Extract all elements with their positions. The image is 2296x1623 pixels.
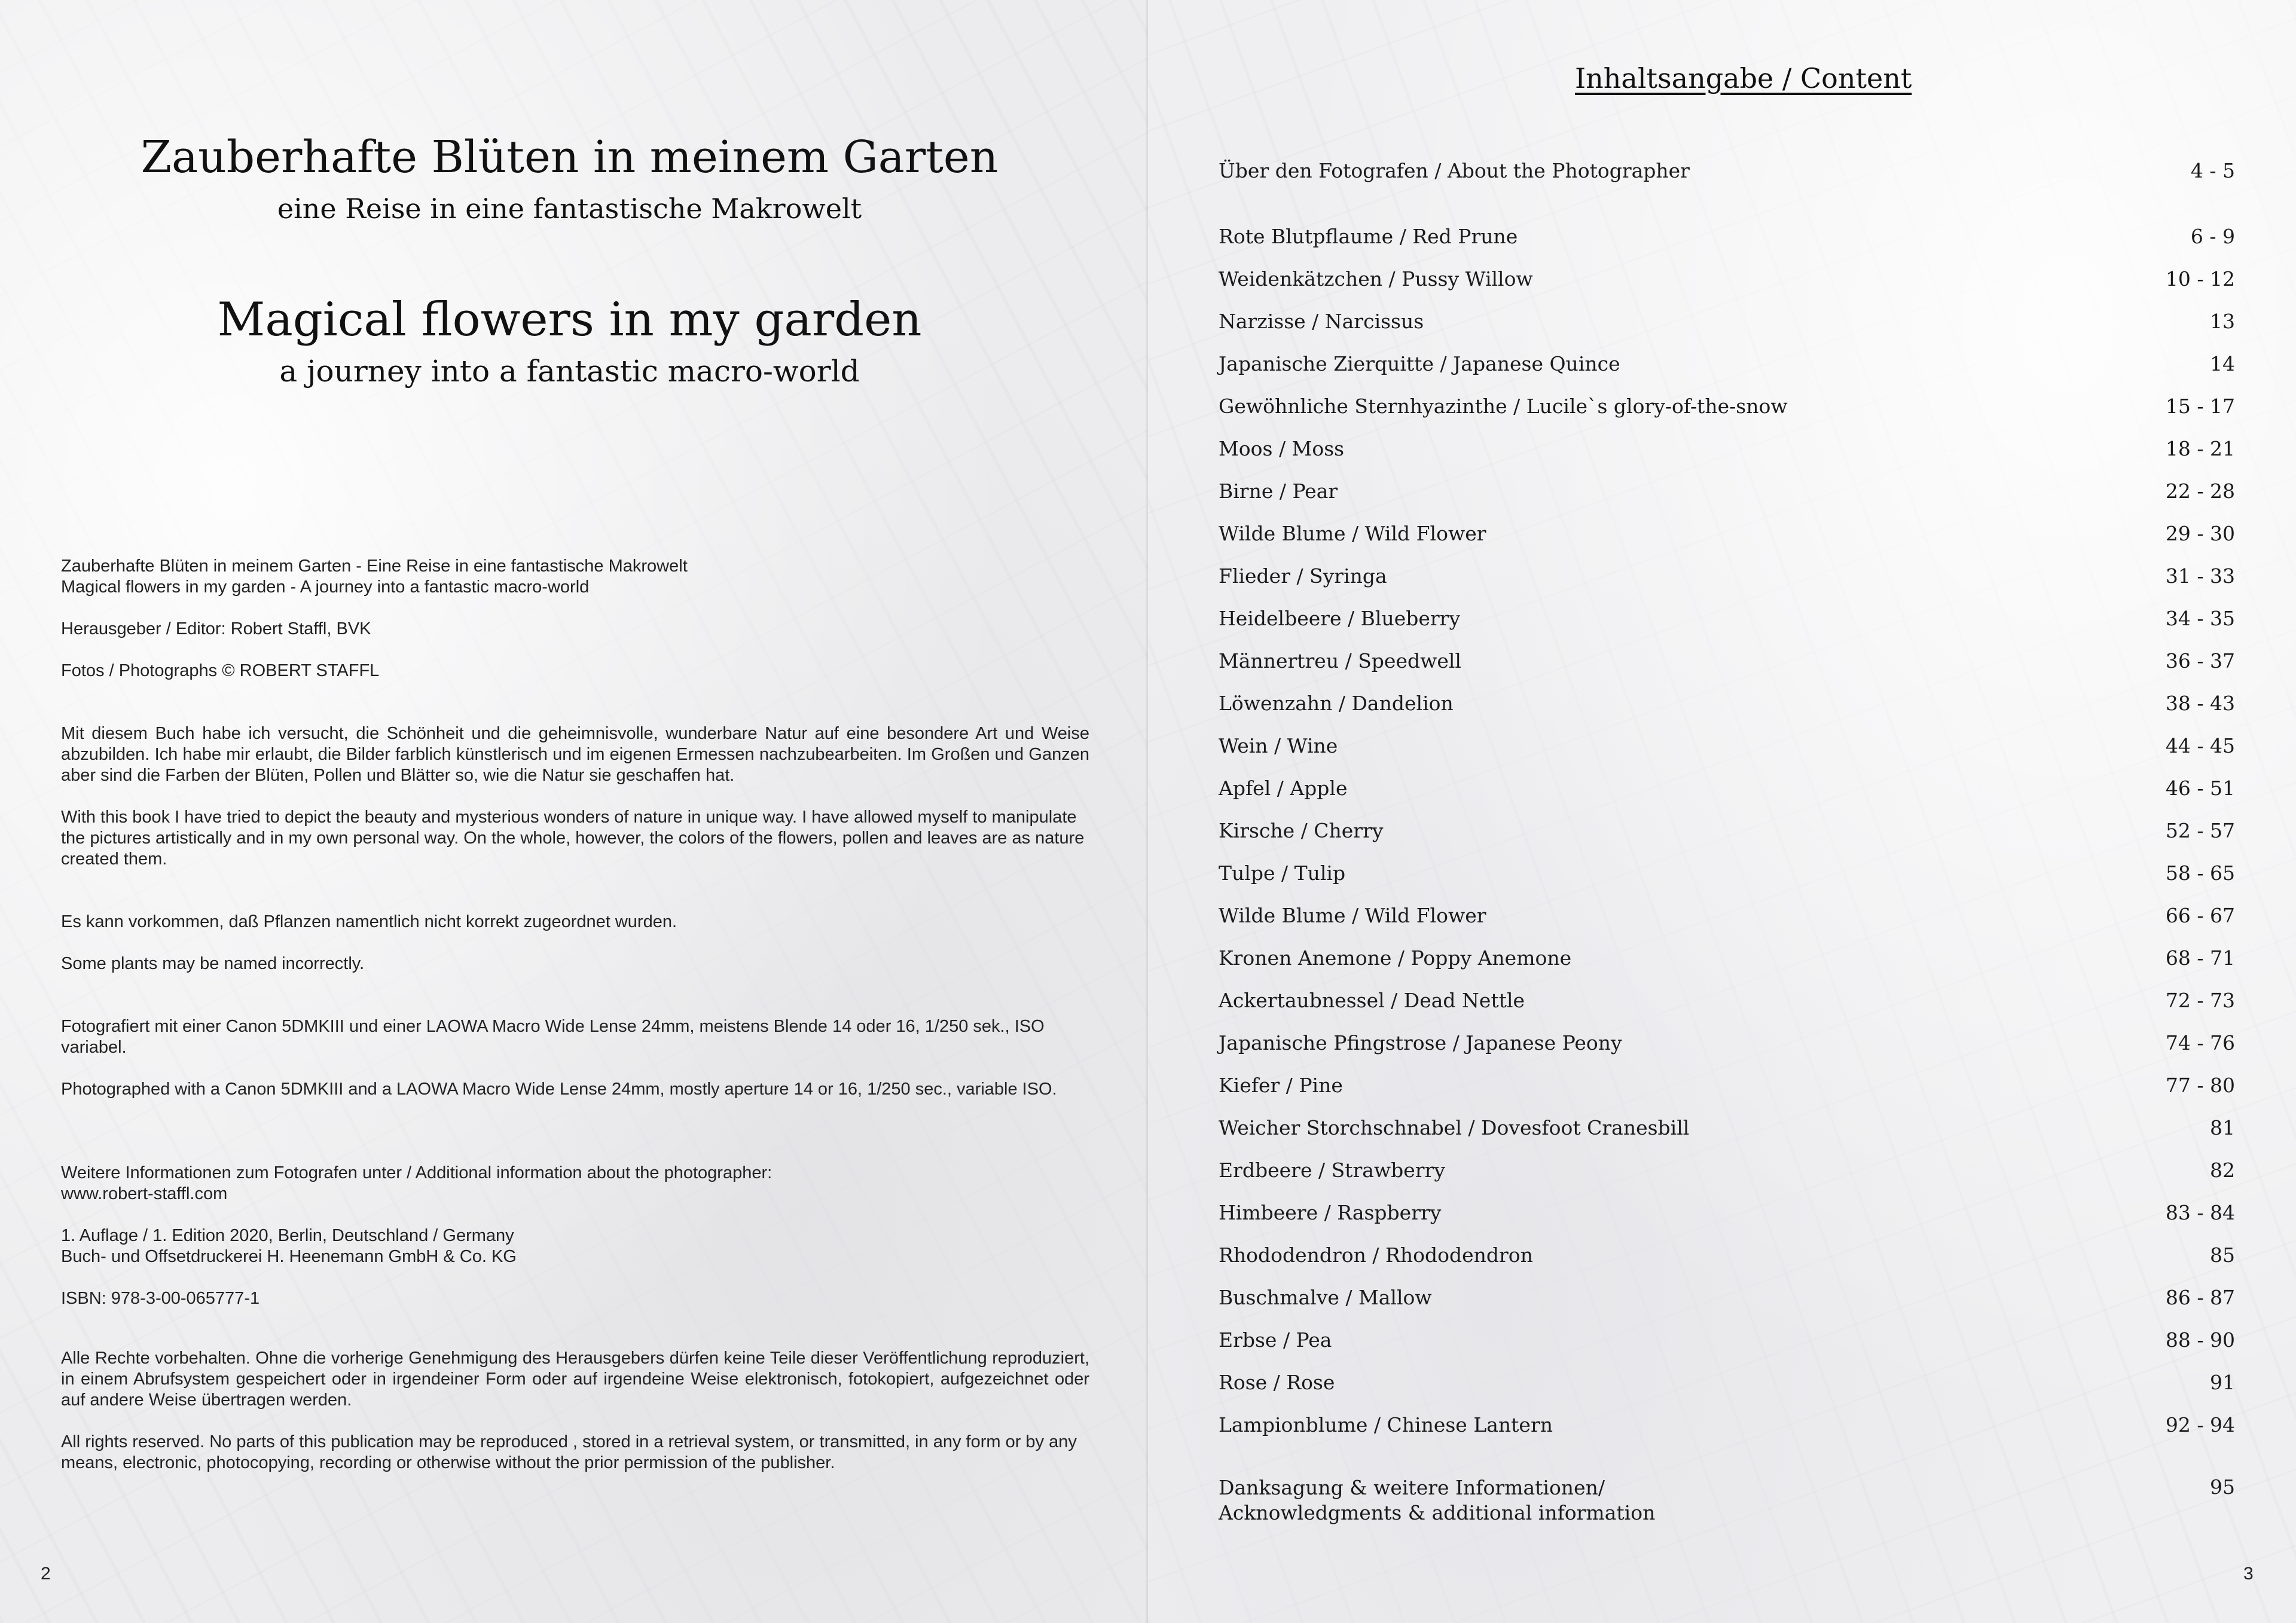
toc-entry[interactable] [1219,819,2235,849]
toc-entry-pages: 66 - 67 [2165,904,2235,927]
toc-entry-pages: 91 [2210,1371,2235,1394]
toc-entry-label: Buschmalve / Mallow [1219,1286,1432,1309]
toc-entry[interactable] [1219,1074,2235,1104]
toc-entry-label: Danksagung & weitere Informationen/ Acknowledgments & additional information [1219,1476,1656,1524]
toc-entry-pages: 14 [2210,352,2235,375]
toc-entry-label: Kirsche / Cherry [1219,819,1384,842]
toc-entry[interactable] [1219,479,2235,509]
toc-entry-pages: 95 [2210,1475,2235,1499]
toc-entry-label: Gewöhnliche Sternhyazinthe / Lucile`s glory-of-the-snow [1219,395,1788,418]
toc-entry-pages: 72 - 73 [2165,989,2235,1012]
toc-entry-pages: 13 [2210,310,2235,333]
toc-entry-pages: 10 - 12 [2165,267,2235,291]
toc-entry-pages: 86 - 87 [2165,1286,2235,1309]
page-number-right: 3 [2243,1564,2254,1584]
toc-entry[interactable] [1219,904,2235,934]
toc-entry[interactable] [1219,1371,2235,1401]
toc-entry-pages: 15 - 17 [2165,395,2235,418]
toc-entry-pages: 83 - 84 [2165,1201,2235,1224]
toc-entry-label: Heidelbeere / Blueberry [1219,607,1461,630]
toc-entry-label: Erbse / Pea [1219,1328,1332,1352]
title-de: Zauberhafte Blüten in meinem Garten [141,132,999,183]
toc-entry-label: Japanische Pfingstrose / Japanese Peony [1219,1031,1622,1055]
toc-entry-label: Moos / Moss [1219,437,1345,460]
toc-entry[interactable] [1219,989,2235,1019]
toc-entry-label: Ackertaubnessel / Dead Nettle [1219,989,1525,1012]
toc-entry-label: Wilde Blume / Wild Flower [1219,522,1486,545]
toc-entry-label: Wilde Blume / Wild Flower [1219,904,1486,927]
toc-entry[interactable] [1219,649,2235,679]
toc-entry[interactable] [1219,777,2235,806]
toc-entry-pages: 29 - 30 [2165,522,2235,545]
toc-entry[interactable] [1219,1243,2235,1273]
toc-entry-label: Männertreu / Speedwell [1219,649,1461,673]
imprint-titles [61,556,1089,598]
toc-entry-label: Apfel / Apple [1219,777,1348,800]
photos-credit: Fotos / Photographs © ROBERT STAFFL [61,661,380,680]
imprint-title-de: Zauberhafte Blüten in meinem Garten - Eine Reise in eine fantastische Makrowelt [61,557,688,576]
isbn: ISBN: 978-3-00-065777-1 [61,1289,260,1308]
naming-note-en: Some plants may be named incorrectly. [61,954,365,973]
toc-entry-pages: 85 [2210,1243,2235,1267]
toc-entry[interactable] [1219,310,2235,340]
camera-en: Photographed with a Canon 5DMKIII and a LAOWA Macro Wide Lense 24mm, mostly aperture 14 or 16, 1/250 sec., variable ISO. [61,1080,1057,1099]
intro-en: With this book I have tried to depict the beauty and mysterious wonders of nature in unique way. I have allowed myself to manipulate the pictures artistically and in my own personal way. On the whole, however, the colors of the flowers, pollen and leaves are as nature created them. [61,808,1085,869]
page-number-left: 2 [41,1564,51,1584]
toc-entry-pages: 38 - 43 [2165,692,2235,715]
toc-entry-label: Himbeere / Raspberry [1219,1201,1442,1224]
toc-entry-label: Narzisse / Narcissus [1219,310,1424,333]
toc-title: Inhaltsangabe / Content [1575,62,1912,94]
toc-entry[interactable] [1219,1116,2235,1146]
toc-entry[interactable] [1219,437,2235,467]
toc-entry-label: Weidenkätzchen / Pussy Willow [1219,267,1533,291]
toc-entry-pages: 18 - 21 [2165,437,2235,460]
imprint-title-en: Magical flowers in my garden - A journey into a fantastic macro-world [61,577,590,597]
camera-de: Fotografiert mit einer Canon 5DMKIII und einer LAOWA Macro Wide Lense 24mm, meistens Blende 14 oder 16, 1/250 sek., ISO variabel. [61,1017,1045,1057]
edition-block [61,1225,1089,1267]
printer-line: Buch- und Offsetdruckerei H. Heenemann GmbH & Co. KG [61,1247,517,1266]
toc-entry-pages: 44 - 45 [2165,734,2235,757]
info-line: Weitere Informationen zum Fotografen unter / Additional information about the photographer: [61,1163,773,1182]
toc-entry-pages: 34 - 35 [2165,607,2235,630]
toc-entry-pages: 6 - 9 [2190,225,2235,248]
subtitle-de: eine Reise in eine fantastische Makrowelt [277,192,862,225]
intro-de: Mit diesem Buch habe ich versucht, die Schönheit und die geheimnisvolle, wunderbare Natur auf eine besondere Art und Weise abzubilden. Ich habe mir erlaubt, die Bilder farblich künstlerisch und im eigenen Ermessen nachzubearbeiten. Im Großen und Ganzen aber sind die Farben der Blüten, Pollen und Blätter so, wie die Natur sie geschaffen hat. [61,724,1089,785]
toc-entry[interactable] [1219,267,2235,297]
toc-entry-label: Kiefer / Pine [1219,1074,1343,1097]
toc-entry[interactable] [1219,734,2235,764]
rights-en: All rights reserved. No parts of this publication may be reproduced , stored in a retrieval system, or transmitted, in any form or by any means, electronic, photocopying, recording or otherwise without the prior permission of the publisher. [61,1432,1077,1472]
toc-entry[interactable] [1219,607,2235,637]
toc-entry-pages: 82 [2210,1159,2235,1182]
toc-entry[interactable] [1219,522,2235,552]
toc-entry-label: Lampionblume / Chinese Lantern [1219,1413,1553,1436]
toc-entry-pages: 4 - 5 [2190,159,2235,182]
toc-entry-label: Erdbeere / Strawberry [1219,1159,1445,1182]
toc-entry-label: Wein / Wine [1219,734,1338,757]
toc-entry-label: Rose / Rose [1219,1371,1335,1394]
toc-entry[interactable] [1219,564,2235,594]
toc-entry-label: Kronen Anemone / Poppy Anemone [1219,946,1572,970]
toc-entry[interactable] [1219,1413,2235,1443]
toc-entry-pages: 31 - 33 [2165,564,2235,588]
toc-entry-label: Rote Blutpflaume / Red Prune [1219,225,1518,248]
toc-entry-pages: 74 - 76 [2165,1031,2235,1055]
toc-entry[interactable] [1219,1201,2235,1231]
toc-entry-pages: 52 - 57 [2165,819,2235,842]
toc-entry-label: Rhododendron / Rhododendron [1219,1243,1533,1267]
toc-entry[interactable] [1219,159,2235,189]
edition-line: 1. Auflage / 1. Edition 2020, Berlin, Deutschland / Germany [61,1226,514,1245]
toc-entry-acknowledgments[interactable] [1219,1475,2235,1524]
toc-entry[interactable] [1219,946,2235,976]
toc-entry[interactable] [1219,861,2235,891]
rights-de: Alle Rechte vorbehalten. Ohne die vorherige Genehmigung des Herausgebers dürfen keine Teile dieser Veröffentlichung reproduziert, in einem Abrufsystem gespeichert oder in irgendeiner Form oder auf irgendeine Weise elektronisch, fotokopiert, aufgezeichnet oder auf andere Weise übertragen werden. [61,1349,1089,1410]
toc-entry[interactable] [1219,1031,2235,1061]
title-en: Magical flowers in my garden [217,293,922,347]
toc-entry-pages: 92 - 94 [2165,1413,2235,1436]
editor-line: Herausgeber / Editor: Robert Staffl, BVK [61,619,371,638]
toc-entry-label: Weicher Storchschnabel / Dovesfoot Cranesbill [1219,1116,1690,1139]
toc-entry-label: Löwenzahn / Dandelion [1219,692,1454,715]
toc-entry-label: Über den Fotografen / About the Photographer [1219,159,1690,182]
toc-entry-label: Flieder / Syringa [1219,564,1387,588]
toc-entry-pages: 46 - 51 [2165,777,2235,800]
website-link[interactable]: www.robert-staffl.com [61,1184,228,1203]
naming-note-de: Es kann vorkommen, daß Pflanzen namentlich nicht korrekt zugeordnet wurden. [61,912,677,931]
toc-entry-label: Birne / Pear [1219,479,1338,503]
toc-entry-label: Japanische Zierquitte / Japanese Quince [1219,352,1620,375]
toc-entry-pages: 22 - 28 [2165,479,2235,503]
toc-entry[interactable] [1219,395,2235,424]
toc-entry[interactable] [1219,1159,2235,1188]
toc-entry[interactable] [1219,1328,2235,1358]
subtitle-en: a journey into a fantastic macro-world [279,354,860,389]
toc-entry[interactable] [1219,352,2235,382]
toc-entry-pages: 58 - 65 [2165,861,2235,885]
toc-entry[interactable] [1219,225,2235,255]
toc-entry-pages: 68 - 71 [2165,946,2235,970]
toc-entry-pages: 36 - 37 [2165,649,2235,673]
toc-entry[interactable] [1219,1286,2235,1316]
toc-entry-label: Tulpe / Tulip [1219,861,1346,885]
info-block [61,1163,1089,1205]
toc-entry-pages: 88 - 90 [2165,1328,2235,1352]
toc-entry-pages: 77 - 80 [2165,1074,2235,1097]
toc-entry-pages: 81 [2210,1116,2235,1139]
toc-entry[interactable] [1219,692,2235,722]
